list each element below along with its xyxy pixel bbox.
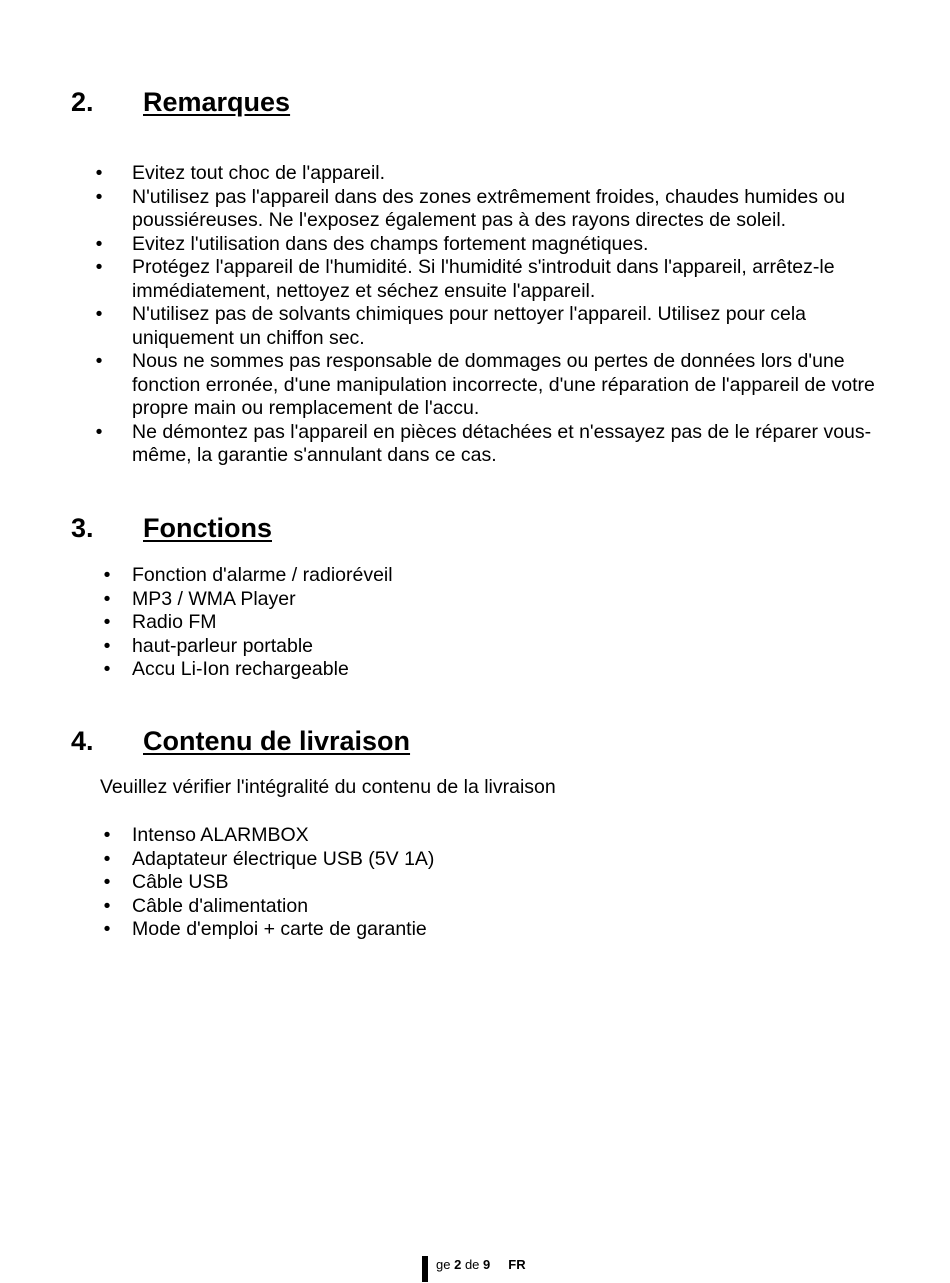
bullet-icon: • [103, 658, 111, 680]
list-item: • Nous ne sommes pas responsable de dommages ou pertes de données lors d'une fonction erronée, d'une manipulation incorrecte, d'une réparation de l'appareil de votre propre main ou remplacement de l'accu. [92, 350, 892, 421]
section-number: 3. [71, 513, 94, 543]
bullet-icon: • [103, 847, 111, 870]
functions-list [100, 564, 800, 682]
bullet-icon: • [103, 824, 111, 846]
section-number: 4. [71, 726, 94, 756]
bullet-icon: • [95, 185, 103, 208]
section-title: Remarques [143, 87, 291, 117]
remarks-list [92, 162, 892, 468]
bullet-icon: • [95, 256, 103, 278]
bullet-icon: • [103, 871, 111, 893]
bullet-icon: • [95, 420, 103, 443]
list-item: • Câble USB [100, 871, 800, 895]
delivery-list [100, 824, 800, 942]
bullet-icon: • [103, 894, 111, 917]
page-indicator: ge 2 de 9 [436, 1257, 491, 1272]
bullet-icon: • [95, 350, 103, 372]
list-item: • Câble d'alimentation [100, 895, 800, 919]
language-code: FR [508, 1257, 526, 1272]
section-title: Contenu de livraison [143, 726, 411, 756]
list-item: • haut-parleur portable [100, 635, 800, 659]
bullet-icon: • [103, 634, 111, 657]
list-item: • Radio FM [100, 611, 800, 635]
footer-bar [422, 1256, 428, 1282]
page-footer [422, 1256, 526, 1282]
list-item: • N'utilisez pas l'appareil dans des zones extrêmement froides, chaudes humides ou poussiéreuses. Ne l'exposez également pas à des rayons directes de soleil. [92, 186, 892, 233]
section-heading-remarques [71, 86, 290, 118]
list-item: • Evitez tout choc de l'appareil. [92, 162, 892, 186]
list-item: • Fonction d'alarme / radioréveil [100, 564, 800, 588]
list-item: • Evitez l'utilisation dans des champs fortement magnétiques. [92, 233, 892, 257]
delivery-intro: Veuillez vérifier l'intégralité du contenu de la livraison [100, 776, 556, 798]
bullet-icon: • [95, 232, 103, 255]
bullet-icon: • [95, 303, 103, 325]
section-title: Fonctions [143, 513, 272, 543]
list-item: • Accu Li-Ion rechargeable [100, 658, 800, 682]
list-item: • Adaptateur électrique USB (5V 1A) [100, 848, 800, 872]
list-item: • Protégez l'appareil de l'humidité. Si l'humidité s'introduit dans l'appareil, arrêtez-le immédiatement, nettoyez et séchez ensuite l'appareil. [92, 256, 892, 303]
list-item: • MP3 / WMA Player [100, 588, 800, 612]
bullet-icon: • [103, 587, 111, 610]
bullet-icon: • [103, 918, 111, 940]
list-item: • Intenso ALARMBOX [100, 824, 800, 848]
bullet-icon: • [103, 611, 111, 633]
list-item: • N'utilisez pas de solvants chimiques pour nettoyer l'appareil. Utilisez pour cela uniquement un chiffon sec. [92, 303, 892, 350]
bullet-icon: • [103, 564, 111, 586]
section-heading-contenu [71, 725, 410, 757]
list-item: • Mode d'emploi + carte de garantie [100, 918, 800, 942]
section-number: 2. [71, 87, 94, 117]
section-heading-fonctions [71, 512, 272, 544]
list-item: • Ne démontez pas l'appareil en pièces détachées et n'essayez pas de le réparer vous-même, la garantie s'annulant dans ce cas. [92, 421, 892, 468]
bullet-icon: • [95, 162, 103, 184]
